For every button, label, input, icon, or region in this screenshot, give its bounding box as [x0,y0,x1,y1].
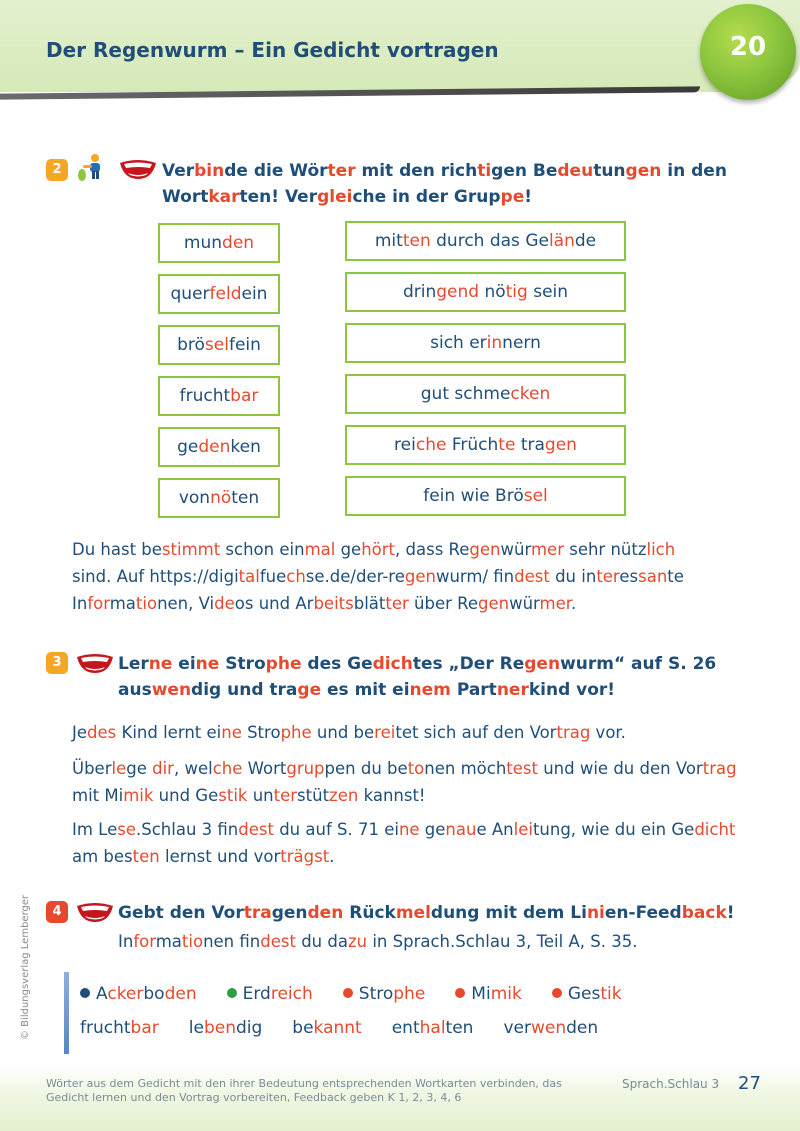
syllable: phe [280,723,312,742]
wordbox-noun [552,984,622,1004]
syllable: zen [329,786,359,805]
syllable: nern [502,333,541,353]
task-number-badge: 2 [46,159,68,181]
syllable: tig [505,282,528,302]
syllable: stik [218,786,248,805]
syllable: mik [123,786,154,805]
syllable: bo [143,984,165,1004]
syllable: ei [172,654,196,674]
syllable: ver [503,1018,531,1038]
syllable: Ler [118,654,149,674]
syllable: quer [170,284,210,304]
syllable: os und Ar [234,594,314,613]
syllable: dig und tra [191,680,298,700]
syllable: schon ein [220,540,305,559]
syllable: mit [374,231,403,251]
syllable: Ver [162,161,195,181]
syllable: cker [107,984,144,1004]
syllable: un [247,786,274,805]
info-line [72,563,752,590]
syllable: aus [118,680,152,700]
chapter-badge [700,4,796,100]
syllable: Part [450,680,497,700]
syllable: gen [544,435,577,455]
syllable: ter [596,567,620,586]
task-number-badge: 3 [46,652,68,674]
syllable: gend [436,282,480,302]
syllable: Kind lernt ei [116,723,222,742]
syllable: wür [500,540,531,559]
syllable: zu [347,932,368,951]
syllable: se [117,820,136,839]
syllable: den [198,437,231,457]
speaking-mouth-icon [119,158,157,180]
syllable: sich er [430,333,487,353]
syllable: des [87,723,117,742]
info-line [72,590,752,617]
syllable: le [111,759,127,778]
syllable: den [566,1018,599,1038]
meaning-card-erinnern[interactable] [345,323,626,363]
syllable: test [506,759,538,778]
word-card-vonnoeten[interactable] [158,478,280,518]
syllable: ent [391,1018,420,1038]
syllable: Stro [241,723,281,742]
footer-teacher-note: Wörter aus dem Gedicht mit den ihrer Bedeutung entsprechenden Wortkarten verbinden, das Gedicht lernen und den Vortrag vorbereiten, Feedback geben K 1, 2, 3, 4, 6 [46,1077,562,1104]
syllable: tung, wie du ein Ge [532,820,695,839]
syllable: phe [265,654,302,674]
syllable: gen Be [491,161,558,181]
syllable: und Ge [153,786,219,805]
syllable: Mi [471,984,491,1004]
word-card-gedenken[interactable] [158,427,280,467]
syllable: grup [286,759,325,778]
wordbox-noun [343,984,426,1004]
syllable: wen [151,680,192,700]
task4-instruction [118,900,735,926]
syllable: ten [132,847,160,866]
syllable: che in der Grup [352,187,501,207]
syllable: cken [510,384,551,404]
task3-paragraph-1 [72,719,762,746]
syllable: trägst [280,847,330,866]
task3-instruction-line1 [118,651,716,677]
syllable: kannt [313,1018,362,1038]
syllable: gen [625,161,662,181]
syllable: che [415,435,447,455]
syllable: nö [479,282,506,302]
syllable: sein [527,282,569,302]
syllable: tio [135,594,158,613]
syllable: nö [210,488,232,508]
task3-paragraph-3 [72,816,772,870]
syllable: dig [235,1018,263,1038]
syllable: Rück [343,903,396,923]
gender-dot-icon [227,988,237,998]
syllable: nem [409,680,451,700]
syllable: und wie du den Vor [537,759,703,778]
syllable: tik [600,984,622,1004]
word-card-fruchtbar[interactable] [158,376,280,416]
syllable: Im Le [72,820,118,839]
syllable: in Sprach.Schlau 3, Teil A, S. 35. [367,932,638,951]
syllable: gen [478,594,510,613]
syllable: ne [221,723,242,742]
syllable: hört [361,540,396,559]
syllable: mit den rich [355,161,478,181]
syllable: se.de/der-re [305,567,405,586]
syllable: es mit ei [321,680,410,700]
syllable: Über [72,759,112,778]
syllable: dest [238,820,274,839]
syllable: sel [204,335,229,355]
meaning-card-broesel[interactable] [345,476,626,516]
wordbox-noun [455,984,522,1004]
syllable: von [178,488,211,508]
syllable: mel [395,903,431,923]
meaning-card-fruechte[interactable] [345,425,626,465]
syllable: bar [130,1018,159,1038]
meaning-card-schmecken[interactable] [345,374,626,414]
syllable: gen [271,903,308,923]
syllable: mik [490,984,522,1004]
syllable: ter [327,161,356,181]
syllable: lich [646,540,676,559]
publisher-credit: © Bildungsverlag Lemberger [20,894,31,1040]
syllable: mun [183,233,223,253]
syllable: frucht [179,386,231,406]
syllable: te [667,567,684,586]
syllable: ten [445,1018,474,1038]
syllable: feld [209,284,242,304]
syllable: stimmt [161,540,221,559]
word-card-querfeldein[interactable] [158,274,280,314]
syllable: gen [469,540,501,559]
syllable: beits [313,594,354,613]
syllable: vor. [590,723,626,742]
syllable: sel [523,486,548,506]
word-card-broeselfein[interactable] [158,325,280,365]
task3-paragraph-2 [72,755,772,809]
syllable: ma [155,932,182,951]
meaning-card-mitten[interactable] [345,221,626,261]
syllable: ni [586,903,605,923]
syllable: ge [177,437,199,457]
syllable: ten [231,488,260,508]
syllable: und be [311,723,375,742]
syllable: back [681,903,727,923]
syllable: Wort [162,187,209,207]
syllable: Früch [446,435,499,455]
syllable: phe [393,984,426,1004]
syllable: rei [394,435,416,455]
syllable: . [571,594,577,613]
page-number: 27 [738,1073,761,1094]
syllable: ne [195,654,220,674]
syllable: län [548,231,575,251]
syllable: des Ge [301,654,373,674]
syllable: glei [317,187,353,207]
syllable: frucht [80,1018,131,1038]
syllable: tal [238,567,260,586]
syllable: am bes [72,847,133,866]
syllable: über Re [408,594,478,613]
syllable: tra [243,903,272,923]
syllable: durch das Ge [430,231,549,251]
syllable: ge [126,759,153,778]
syllable: ter [273,786,298,805]
syllable: lernst und vor [159,847,281,866]
page-title: Der Regenwurm – Ein Gedicht vortragen [46,38,499,62]
gender-dot-icon [80,988,90,998]
syllable: du in [549,567,597,586]
syllable: gut schme [420,384,511,404]
syllable: ! [726,903,735,923]
wordbox-word [292,1018,361,1038]
syllable: for [87,594,110,613]
gender-dot-icon [552,988,562,998]
syllable: tun [593,161,626,181]
syllable: to [407,759,425,778]
syllable: den [164,984,197,1004]
syllable: wür [509,594,540,613]
info-paragraph [72,536,752,617]
syllable: dest [260,932,296,951]
syllable: blät [353,594,386,613]
syllable: es [619,567,639,586]
syllable: fein [228,335,261,355]
footer-series-title: Sprach.Schlau 3 [622,1077,720,1091]
syllable: pen du be [324,759,408,778]
syllable: den [222,233,255,253]
wordbox-word [503,1018,598,1038]
syllable: ge [419,820,446,839]
syllable: ter [385,594,409,613]
syllable: dicht [694,820,736,839]
syllable: kar [208,187,240,207]
info-line [72,536,752,563]
syllable: Je [72,723,88,742]
wordbox-accent-bar [64,972,69,1054]
syllable: dung mit dem Li [430,903,587,923]
syllable: dich [372,654,413,674]
wordbox-noun [227,984,313,1004]
group-work-icon [76,152,108,184]
syllable: ge [335,540,362,559]
syllable: In [72,594,88,613]
wordbox-words [80,1018,628,1038]
syllable: ! [524,187,533,207]
syllable: brö [177,335,205,355]
syllable: sehr nütz [563,540,647,559]
syllable: Ges [567,984,601,1004]
syllable: pe [500,187,525,207]
syllable: de [214,594,235,613]
task2-instruction-line1 [162,158,727,184]
syllable: ner [496,680,529,700]
gender-dot-icon [455,988,465,998]
syllable: fein wie Brö [423,486,524,506]
syllable: drin [402,282,437,302]
syllable: ne [148,654,173,674]
syllable: Du hast be [72,540,162,559]
syllable: fue [259,567,287,586]
syllable: trag [702,759,737,778]
syllable: ten [402,231,431,251]
task-number-badge: 4 [46,901,68,923]
syllable: wen [530,1018,567,1038]
syllable: wurm/ fin [435,567,515,586]
syllable: tes „Der Re [412,654,525,674]
syllable: nen, Vi [157,594,215,613]
syllable: kannst! [358,786,426,805]
syllable: Stro [219,654,266,674]
syllable: tio [181,932,204,951]
syllable: du da [295,932,348,951]
syllable: bar [230,386,259,406]
syllable: Gebt den Vor [118,903,244,923]
syllable: ti [477,161,492,181]
syllable: en-Feed [604,903,682,923]
syllable: hal [419,1018,446,1038]
syllable: rei [374,723,396,742]
wordbox-word [392,1018,474,1038]
syllable: mit Mi [72,786,124,805]
speaking-mouth-icon [76,901,114,923]
syllable: for [133,932,156,951]
chapter-number: 20 [729,32,767,62]
syllable: gen [524,654,561,674]
syllable: le [188,1018,204,1038]
syllable: in [486,333,503,353]
syllable: bin [194,161,225,181]
task3-instruction-line2 [118,677,615,703]
syllable: Erd [242,984,271,1004]
syllable: de [574,231,597,251]
syllable: wurm“ auf S. 26 [560,654,717,674]
syllable: nen möch [424,759,507,778]
syllable: te [498,435,516,455]
syllable: in den [661,161,727,181]
syllable: stüt [297,786,330,805]
syllable: ein [241,284,268,304]
syllable: mal [304,540,336,559]
syllable: nen fin [203,932,261,951]
syllable: kind vor! [528,680,616,700]
syllable: de die Wör [224,161,328,181]
syllable: den [307,903,344,923]
syllable: , dass Re [395,540,470,559]
syllable: ma [109,594,136,613]
syllable: A [96,984,108,1004]
syllable: tet sich auf den Vor [395,723,557,742]
meaning-card-dringend[interactable] [345,272,626,312]
speaking-mouth-icon [76,652,114,674]
wordbox-nouns [80,984,652,1004]
task2-instruction-line2 [162,184,532,210]
syllable: dest [514,567,550,586]
syllable: lei [513,820,533,839]
syllable: nau [445,820,477,839]
syllable: ken [230,437,261,457]
syllable: reich [270,984,313,1004]
syllable: du auf S. 71 ei [273,820,399,839]
syllable: gen [404,567,436,586]
syllable: In [118,932,134,951]
word-card-munden[interactable] [158,223,280,263]
syllable: mer [530,540,564,559]
syllable: sind. Auf https://digi [72,567,239,586]
syllable: Stro [358,984,394,1004]
task4-hint [118,928,758,955]
wordbox-word [189,1018,263,1038]
syllable: ne [398,820,420,839]
syllable: san [638,567,668,586]
syllable: che [212,759,243,778]
syllable: ge [297,680,322,700]
syllable: . [329,847,335,866]
syllable: e An [476,820,514,839]
wordbox-word [80,1018,159,1038]
syllable: .Schlau 3 fin [136,820,239,839]
wordbox-noun [80,984,197,1004]
syllable: trag [556,723,591,742]
syllable: tra [515,435,545,455]
syllable: ben [203,1018,236,1038]
syllable: deu [557,161,594,181]
syllable: ch [286,567,306,586]
syllable: , wel [173,759,213,778]
gender-dot-icon [343,988,353,998]
syllable: be [292,1018,314,1038]
syllable: dir [152,759,174,778]
syllable: mer [539,594,572,613]
syllable: ten! Ver [239,187,318,207]
syllable: Wort [242,759,287,778]
